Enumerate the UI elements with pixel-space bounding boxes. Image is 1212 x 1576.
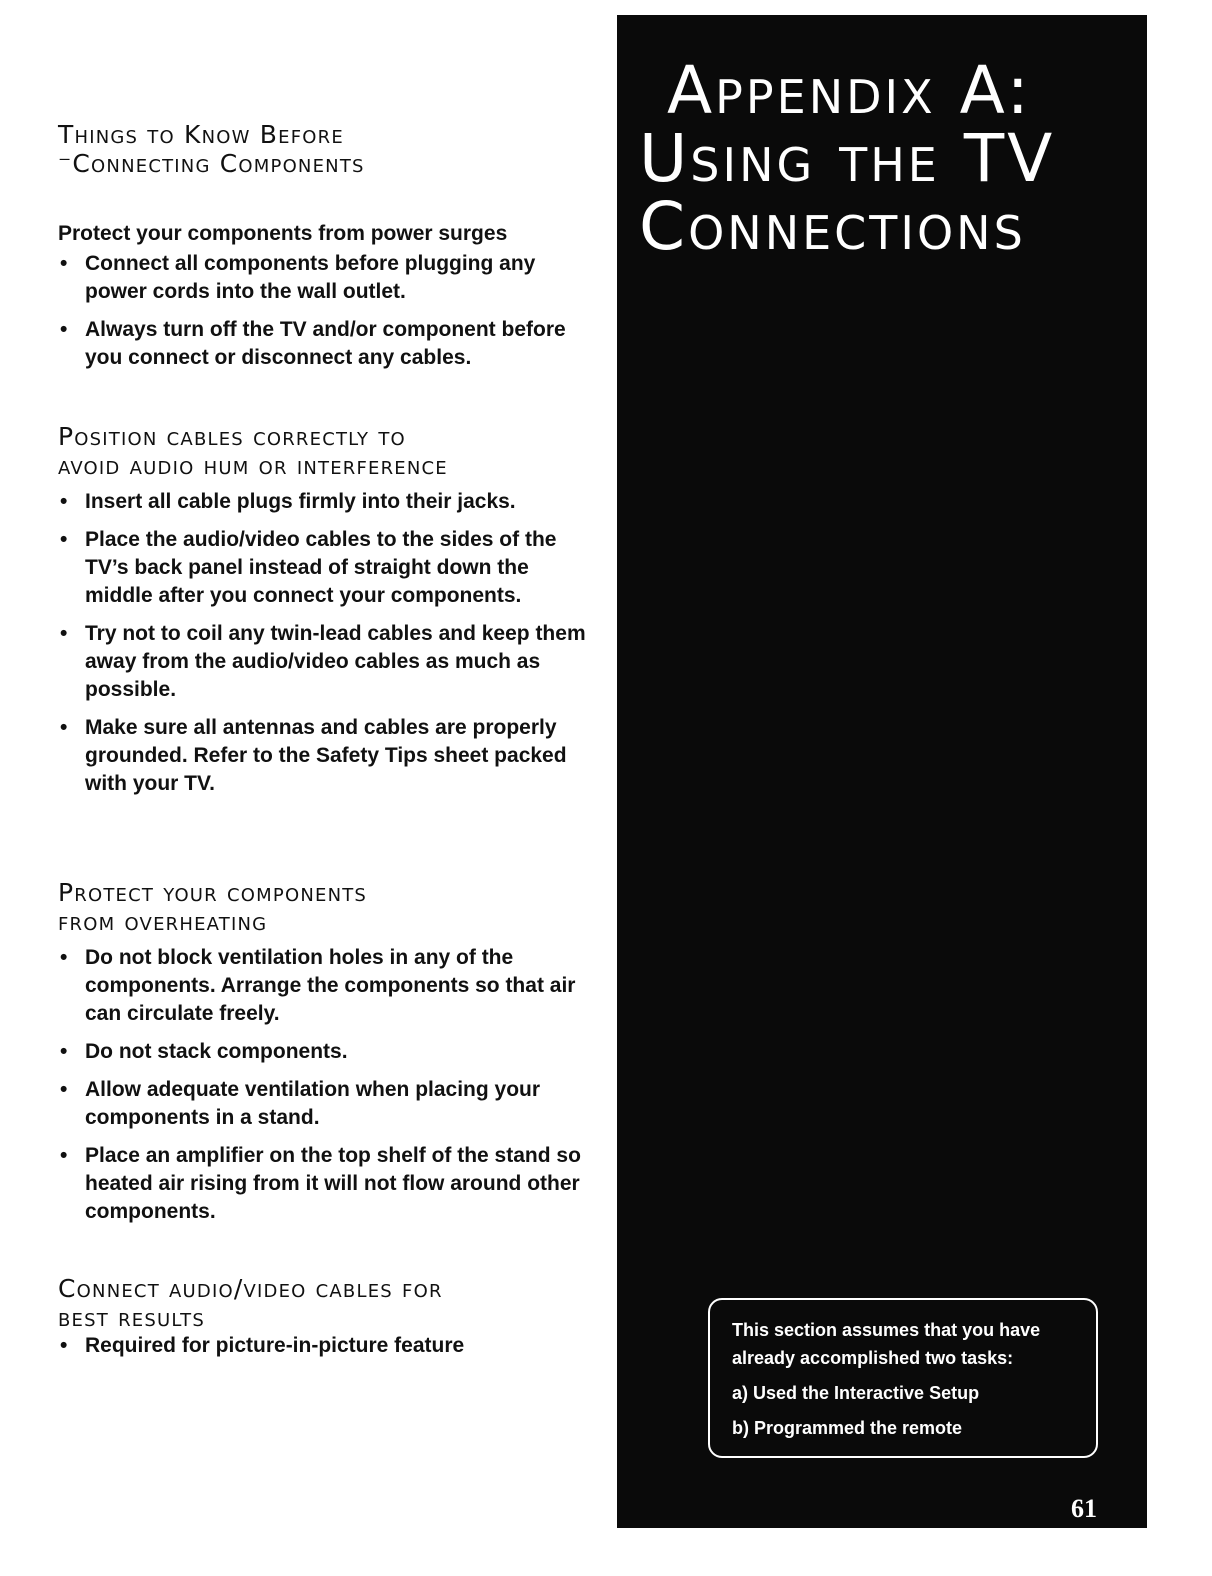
section-overheating bbox=[58, 878, 598, 1236]
title-line: Appendix A: bbox=[667, 52, 1032, 129]
prerequisite-note bbox=[708, 1298, 1098, 1458]
heading-line: avoid audio hum or interference bbox=[58, 451, 448, 480]
bullet-icon: • bbox=[60, 528, 68, 551]
bullet-icon: • bbox=[60, 946, 68, 969]
bullet-icon: • bbox=[60, 1144, 68, 1167]
list-item-text: Do not stack components. bbox=[85, 1040, 348, 1063]
bullet-icon: • bbox=[60, 622, 68, 645]
section-heading bbox=[58, 120, 598, 178]
note-item: a) Used the Interactive Setup bbox=[732, 1383, 980, 1403]
list-item-text: Do not block ventilation holes in any of the components. Arrange the components so that air can circulate freely. bbox=[85, 946, 576, 1025]
section-heading bbox=[58, 422, 598, 480]
list-item bbox=[58, 526, 598, 610]
bullet-icon: • bbox=[60, 490, 68, 513]
list-item bbox=[58, 944, 598, 1028]
list-item-text: Place the audio/video cables to the sides of the TV’s back panel instead of straight down the middle after you connect your components. bbox=[85, 528, 557, 607]
subheading: Protect your components from power surges bbox=[58, 222, 508, 245]
bullet-icon: • bbox=[60, 252, 68, 275]
list-item bbox=[58, 316, 598, 372]
list-item bbox=[58, 1076, 598, 1132]
note-intro-line: This section assumes that you have bbox=[732, 1320, 1041, 1340]
page-number: 61 bbox=[1071, 1494, 1097, 1523]
bullet-list bbox=[58, 250, 598, 372]
bullet-icon: • bbox=[60, 318, 68, 341]
list-item bbox=[58, 1142, 598, 1226]
bullet-list bbox=[58, 1332, 598, 1360]
list-item bbox=[58, 488, 598, 516]
heading-line: Connect audio/video cables for bbox=[58, 1274, 443, 1303]
list-item bbox=[58, 1038, 598, 1066]
bullet-icon: • bbox=[60, 1040, 68, 1063]
bullet-icon: • bbox=[60, 716, 68, 739]
list-item-text: Connect all components before plugging any power cords into the wall outlet. bbox=[85, 252, 536, 303]
list-item bbox=[58, 1332, 598, 1360]
list-item-text: Allow adequate ventilation when placing your components in a stand. bbox=[85, 1078, 541, 1129]
bullet-list bbox=[58, 944, 598, 1226]
heading-line: best results bbox=[58, 1303, 205, 1332]
list-item-text: Required for picture-in-picture feature bbox=[85, 1334, 465, 1357]
note-item: b) Programmed the remote bbox=[732, 1418, 963, 1438]
section-audio-video-cables bbox=[58, 1274, 598, 1370]
list-item bbox=[58, 620, 598, 704]
heading-line: Things to Know Before bbox=[58, 120, 344, 149]
list-item-text: Try not to coil any twin-lead cables and keep them away from the audio/video cables as much as possible. bbox=[85, 622, 586, 701]
bullet-icon: • bbox=[60, 1334, 68, 1357]
note-intro-line: already accomplished two tasks: bbox=[732, 1348, 1014, 1368]
heading-line: ⁻Connecting Components bbox=[58, 149, 365, 178]
section-heading bbox=[58, 878, 598, 936]
heading-line: Protect your components bbox=[58, 878, 368, 907]
list-item bbox=[58, 714, 598, 798]
bullet-icon: • bbox=[60, 1078, 68, 1101]
list-item bbox=[58, 250, 598, 306]
list-item-text: Make sure all antennas and cables are properly grounded. Refer to the Safety Tips sheet packed with your TV. bbox=[85, 716, 567, 795]
section-heading bbox=[58, 1274, 598, 1332]
section-before-connecting bbox=[58, 120, 598, 382]
bullet-list bbox=[58, 488, 598, 798]
page-title bbox=[639, 52, 1139, 265]
title-line: Using the TV bbox=[639, 120, 1056, 197]
list-item-text: Insert all cable plugs firmly into their jacks. bbox=[85, 490, 516, 513]
appendix-panel bbox=[617, 15, 1147, 1528]
section-position-cables bbox=[58, 422, 598, 808]
list-item-text: Always turn off the TV and/or component before you connect or disconnect any cables. bbox=[85, 318, 566, 369]
heading-line: from overheating bbox=[58, 907, 268, 936]
title-line: Connections bbox=[639, 188, 1026, 265]
list-item-text: Place an amplifier on the top shelf of the stand so heated air rising from it will not flow around other components. bbox=[85, 1144, 581, 1223]
heading-line: Position cables correctly to bbox=[58, 422, 406, 451]
